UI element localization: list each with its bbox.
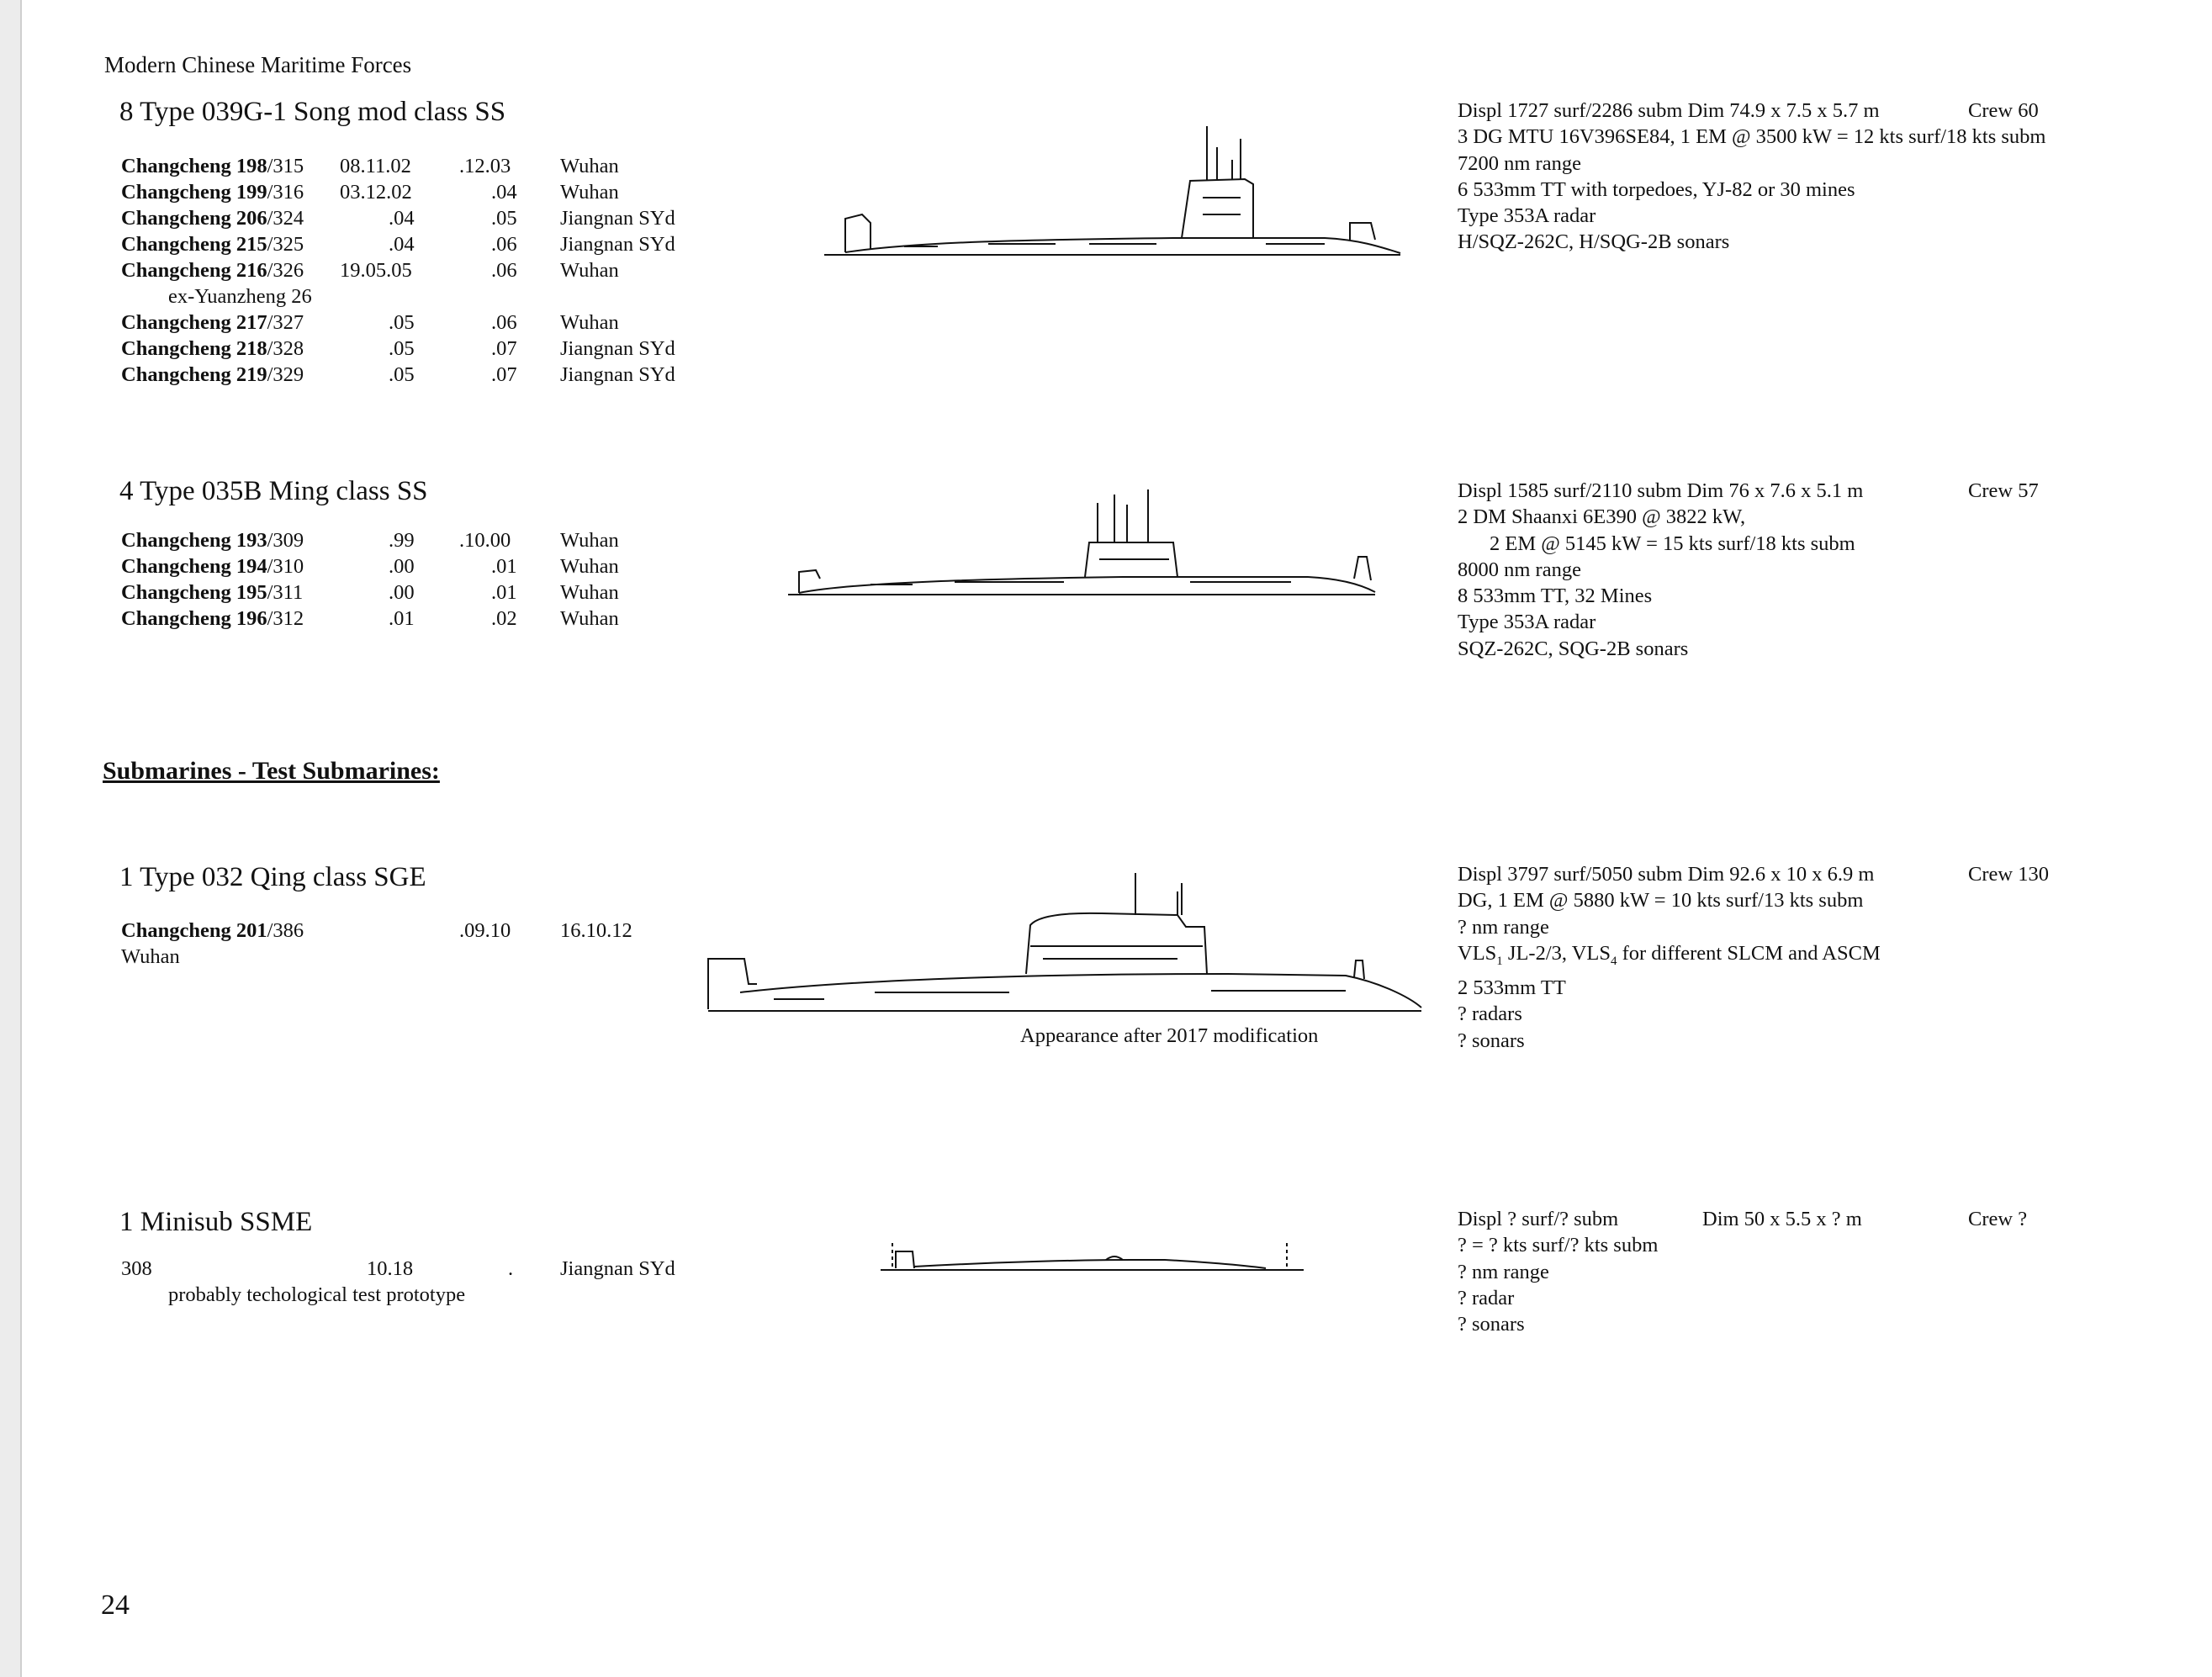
ming-submarine-drawing [786, 488, 1379, 601]
crew-minisub: Crew ? [1968, 1208, 2028, 1230]
spec-block-qing: Displ 3797 surf/5050 subm Dim 92.6 x 10 x 6.9 m DG, 1 EM @ 5880 kW = 10 kts surf/13 kts subm ? nm range $VLS_1$ JL-2/3, $VLS_4$ for different SLCM and ASCM 2 533mm TT ? radars ? sonars [1458, 863, 1881, 1052]
spec-block-ming: Displ 1585 surf/2110 subm Dim 76 x 7.6 x 5.1 m 2 DM Shaanxi 6E390 @ 3822 kW, 2 EM @ 5145 kW = 15 kts surf/18 kts subm 8000 nm range 8 533mm TT, 32 Mines Type 353A radar SQZ-262C, SQG-2B sonars [1458, 479, 1864, 660]
dim-minisub: Dim 50 x 5.5 x ? m [1702, 1208, 1862, 1230]
crew-qing: Crew 130 [1968, 863, 2049, 886]
class-title-ming: 4 Type 035B Ming class SS [119, 476, 428, 506]
qing-submarine-drawing [706, 866, 1426, 1018]
class-title-song: 8 Type 039G-1 Song mod class SS [119, 97, 506, 127]
section-heading: Submarines - Test Submarines: [103, 757, 440, 785]
minisub-drawing [879, 1236, 1308, 1274]
class-title-minisub: 1 Minisub SSME [119, 1207, 313, 1237]
spec-block-song: Displ 1727 surf/2286 subm Dim 74.9 x 7.5 x 5.7 m 3 DG MTU 16V396SE84, 1 EM @ 3500 kW = 12 kts surf/18 kts subm 7200 nm range 6 533mm TT with torpedoes, YJ-82 or 30 mines Type 353A radar H/SQZ-262C, H/SQG-2B sonars [1458, 99, 2046, 254]
page-number: 24 [101, 1590, 130, 1621]
song-submarine-drawing [820, 105, 1409, 261]
spec-block-minisub: Displ ? surf/? subm ? = ? kts surf/? kts subm ? nm range ? radar ? sonars [1458, 1208, 1659, 1336]
drawing-caption: Appearance after 2017 modification [1020, 1024, 1319, 1047]
running-head: Modern Chinese Maritime Forces [104, 52, 412, 77]
crew-ming: Crew 57 [1968, 479, 2039, 502]
crew-song: Crew 60 [1968, 99, 2039, 122]
class-title-qing: 1 Type 032 Qing class SGE [119, 862, 426, 892]
